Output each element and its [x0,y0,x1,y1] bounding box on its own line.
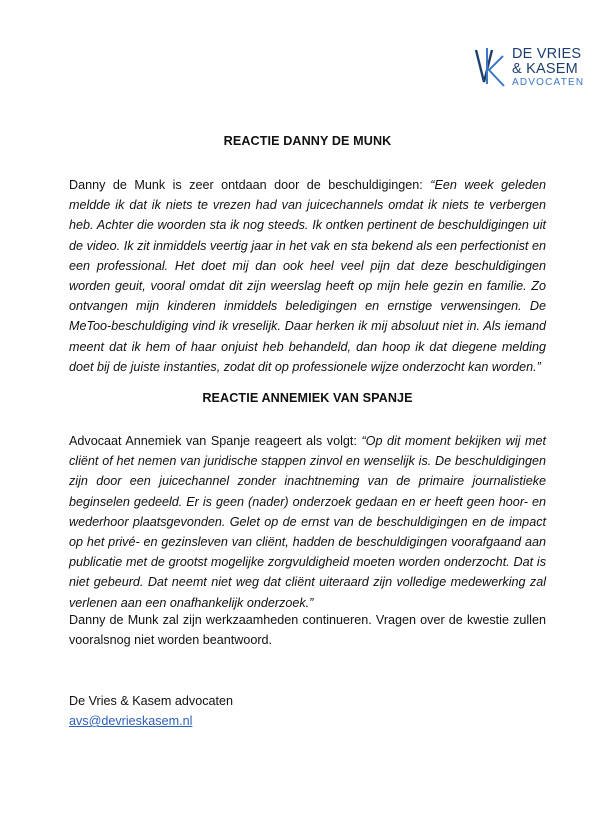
firm-logo [474,46,606,92]
statement-intro: Danny de Munk is zeer ontdaan door de beschuldigingen: [69,178,431,192]
paragraph-annemiek-statement [69,431,546,613]
section-heading-danny: REACTIE DANNY DE MUNK [223,134,392,148]
statement-quote: “Op dit moment bekijken wij met cliënt of het nemen van juridische stappen zinvol en wenselijk is. De beschuldigingen zijn door een juicechannel zonder inachtneming van de primaire journalistieke beginselen gedeeld. Er is geen (nader) onderzoek gedaan en er heeft geen hoor- en wederhoor plaatsgevonden. Gelet op de ernst van de beschuldigingen en de impact op het privé- en gezinsleven van cliënt, hadden de beschuldigingen voorafgaand aan publicatie met de grootst mogelijke zorgvuldigheid moeten worden onderzocht. Dat is niet gebeurd. Dat neemt niet weg dat cliënt uiteraard zijn volledige medewerking zal verlenen aan een onafhankelijk onderzoek.” [69,434,546,610]
paragraph-danny-statement [69,175,546,377]
logo-wordmark [512,47,584,89]
paragraph-closing: Danny de Munk zal zijn werkzaamheden continueren. Vragen over de kwestie zullen vooralsnog niet worden beantwoord. [69,613,546,648]
logo-line-2: & KASEM [512,61,578,77]
statement-intro: Advocaat Annemiek van Spanje reageert als volgt: [69,434,362,448]
logo-line-1: DE VRIES [512,46,582,62]
vk-monogram-icon [474,46,508,88]
signature-email-wrap [69,711,192,731]
logo-line-3: ADVOCATEN [512,77,585,88]
section-heading-annemiek: REACTIE ANNEMIEK VAN SPANJE [202,391,413,405]
email-link[interactable]: avs@devrieskasem.nl [69,714,193,728]
signature-firm: De Vries & Kasem advocaten [69,694,234,708]
statement-quote: “Een week geleden meldde ik dat ik niets te vrezen had van juicechannels omdat ik niets te verbergen heb. Achter die woorden sta ik nog steeds. Ik ontken pertinent de beschuldigingen uit de video. Ik zit inmiddels veertig jaar in het vak en sta bekend als een perfectionist en een professional. Het doet mij dan ook heel veel pijn dat deze beschuldigingen worden geuit, vooral omdat dit zijn weerslag heeft op mijn hele gezin en familie. Zo ontvangen mijn kinderen inmiddels beledigingen en ernstige verwensingen. De MeToo-beschuldiging vind ik vreselijk. Daar herken ik mij absoluut niet in. Als iemand meent dat ik hem of haar onjuist heb behandeld, dan hoop ik dat diegene melding doet bij de juiste instanties, zodat dit op professionele wijze onderzocht kan worden.” [69,178,547,374]
